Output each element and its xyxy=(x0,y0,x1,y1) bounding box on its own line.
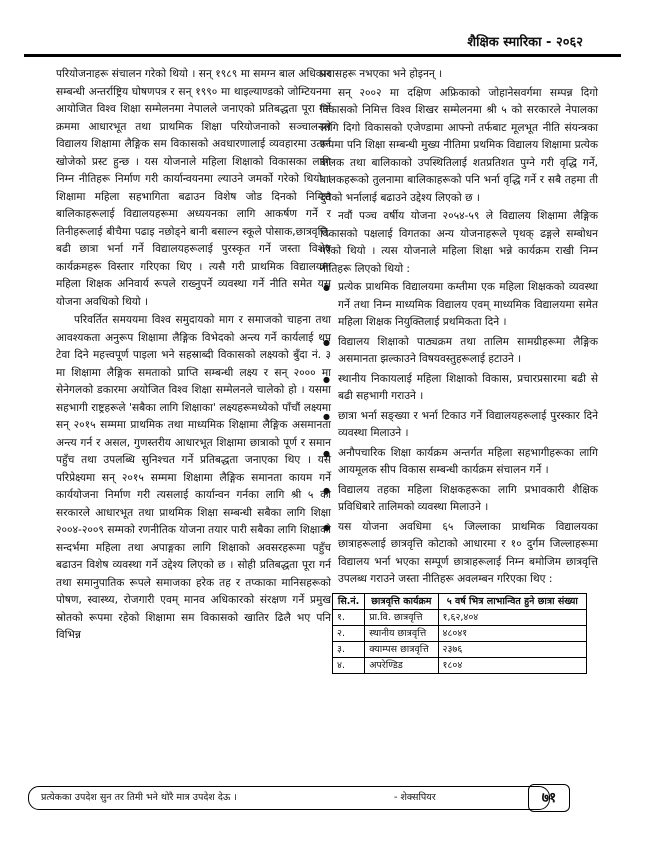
right-column xyxy=(320,66,598,674)
page-number: ७१ xyxy=(528,784,570,812)
footer-quote-box xyxy=(28,786,550,810)
left-paragraph-2: परिवर्तित समययमा विश्व समुदायको माग र समाजको चाहना तथा आवश्यकता अनुरूप शिक्षामा लैङ्गिक विभेदको अन्त्य गर्ने कार्यलाई थप टेवा दिने महत्त्वपूर्ण पाइला भने सहस्राब्दी विकासको लक्ष्यको बुँदा नं. ३ मा शिक्षामा लैङ्गिक समताको प्राप्ति सम्बन्धी लक्ष्य र सन् २००० मा सेनेगलको डकारमा अयोजित विश्व शिक्षा सम्मेलनले चालेको हो । यसमा सहभागी राष्ट्रहरूले 'सबैका लागि शिक्षाका' लक्ष्यहरूमध्येको पाँचौं लक्ष्यमा सन् २०१५ सम्ममा प्राथमिक तथा माध्यमिक शिक्षामा लैङ्गिक असमानता अन्त्य गर्न र असल, गुणस्तरीय आधारभूत शिक्षामा छात्राको पूर्ण र समान पहुँच तथा उपलब्धि सुनिश्चत गर्ने प्रतिबद्धता जनाएका थिए । यसै परिप्रेक्ष्यमा सन् २०१५ सम्ममा शिक्षामा लैङ्गिक समानता कायम गर्ने कार्ययोजना निर्माण गरी त्यसलाई कार्यान्वन गर्नका लागि श्री ५ को सरकारले आधारभूत तथा प्राथमिक शिक्षा सम्बन्धी सबैका लागि शिक्षा २००४-२००९ सम्मको रणनीतिक योजना तयार पारी सबैका लागि शिक्षाको सन्दर्भमा महिला तथा अपाङ्गका लागि शिक्षाको अवसरहरूमा पहुँच बढाउन विशेष व्यवस्था गर्ने उद्देश्य लिएको छ । सोही प्रतिबद्धता पूरा गर्न तथा समानुपातिक रूपले समाजका हरेक तह र तप्काका मानिसहरूको पोषण, स्वास्थ्य, रोजगारी एवम् मानव अधिकारको संरक्षण गर्ने प्रमुख स्रोतको रूपमा रहेको शिक्षामा सम विकासको खातिर ढिलै भए पनि विभिन्न xyxy=(56,314,331,641)
scholarship-table xyxy=(332,593,587,674)
cell-count: १,६२,४०४ xyxy=(438,609,586,625)
bullet-item: ● यस योजना अवधिमा ६५ जिल्लाका प्राथमिक विद्यालयका छात्राहरूलाई छात्रवृत्ति कोटाको आधारमा र १० दुर्गम जिल्लाहरूमा विद्यालय भर्ना भएका सम्पूर्ण छात्राहरूलाई निम्न बमोजिम छात्रवृत्ति उपलब्ध गराउने जस्ता नीतिहरू अवलम्बन गरिएका थिए : xyxy=(338,519,598,589)
table-row xyxy=(333,609,587,625)
cell-sn: ३. xyxy=(333,641,365,657)
table-row xyxy=(333,657,587,673)
cell-count: १८०४ xyxy=(438,657,586,673)
cell-program: स्थानीय छात्रवृत्ति xyxy=(365,625,438,641)
cell-sn: ४. xyxy=(333,657,365,673)
cell-sn: १. xyxy=(333,609,365,625)
policy-bullet-list xyxy=(320,279,598,589)
bullet-item: ● विद्यालय तहका महिला शिक्षकहरूका लागि प्रभावकारी शैक्षिक प्रविधिबारे तालिमको व्यवस्था मिलाउने । xyxy=(338,482,598,517)
col-header-sn: सि.नं. xyxy=(333,593,365,609)
cell-program: प्रा.वि. छात्रवृत्ति xyxy=(365,609,438,625)
col-header-count: ५ वर्ष भित्र लाभान्वित हुने छात्रा संख्या xyxy=(438,593,586,609)
bullet-item: ● स्थानीय निकायलाई महिला शिक्षाको विकास, प्रचारप्रसारमा बढी से बढी सहभागी गराउने । xyxy=(338,371,598,406)
cell-count: २३७६ xyxy=(438,641,586,657)
right-intro-line: प्रयासहरू नभएका भने होइनन् । xyxy=(320,68,443,80)
footer-quote-author: - शेक्सपियर xyxy=(394,792,436,803)
right-paragraph-1: सन् २००२ मा दक्षिण अफ्रिकाको जोहानेसवर्गमा सम्पन्न दिगो विकासको निमित्त विश्व शिखर सम्मेलनमा श्री ५ को सरकारले नेपालका लागि दिगो विकासको एजेण्डामा आफ्नो तर्फबाट मूलभूत नीति संयन्त्रका रूपमा पनि शिक्षा सम्बन्धी मुख्य नीतिमा प्रथमिक विद्यालय शिक्षामा प्रत्येक बालक तथा बालिकाको उपस्थितिलाई शतप्रतिशत पुग्ने गरी वृद्धि गर्ने, बालकहरूको तुलनामा बालिकाहरूको पनि भर्ना वृद्धि गर्ने र सबै तहमा ती दुवैको भर्नालाई बढाउने उद्देश्य लिएको छ । xyxy=(320,86,598,204)
page-header xyxy=(24,30,621,52)
cell-sn: २. xyxy=(333,625,365,641)
footer-quote: प्रत्येकका उपदेश सुन तर तिमी भने थोरै मात्र उपदेश देऊ । xyxy=(41,792,238,803)
bullet-item: ● विद्यालय शिक्षाको पाठ्यक्रम तथा तालिम सामग्रीहरूमा लैङ्गिक असमानता झल्काउने विषयवस्तुहरूलाई हटाउने । xyxy=(338,334,598,369)
cell-program: क्याम्पस छात्रवृत्ति xyxy=(365,641,438,657)
table-header-row xyxy=(333,593,587,609)
left-column xyxy=(56,66,331,646)
left-paragraph-1: परियोजनाहरू संचालन गरेको थियो । सन् १९८९ मा समग्न बाल अधिकार सम्बन्धी अन्तर्राष्ट्रिय घोषणपत्र र सन् १९९० मा थाइल्याण्डको जोम्टियनमा आयोजित विश्व शिक्षा सम्मेलनमा नेपालले जनाएको प्रतिबद्धता पूरा गर्ने क्रममा आधारभूत तथा प्राथमिक शिक्षा परियोजनाको सञ्चालनले विद्यालय शिक्षामा लैङ्गिक सम विकासको अवधारणालाई व्यवहारमा उतार्न खोजेको प्रस्ट हुन्छ । यस योजनाले महिला शिक्षाको विकासका लागि निम्न नीतिहरू निर्माण गरी कार्यान्वयनमा ल्याउने जमर्को गरेको थियो । शिक्षामा महिला सहभागिता बढाउन विशेष जोड दिनको निमित्त बालिकाहरूलाई विद्यालयहरूमा अध्ययनका लागि आकर्षण गर्ने र तिनीहरूलाई बीचैमा पढाइ नछोड्ने बानी बसाल्न स्कूले पोसाक,छात्रवृत्ति, बढी छात्रा भर्ना गर्ने विद्यालयहरूलाई पुरस्कृत गर्ने जस्ता विशेष कार्यक्रमहरू विस्तार गरिएका थिए । त्यसै गरी प्राथमिक विद्यालयमा महिला शिक्षक अनिवार्य रूपले राख्नुपर्ने व्यवस्था गर्ने नीति समेत यस योजना अवधिको थियो । xyxy=(56,68,331,308)
bullet-item: ● प्रत्येक प्राथमिक विद्यालयमा कम्तीमा एक महिला शिक्षकको व्यवस्था गर्ने तथा निम्न माध्यमिक विद्यालय एवम् माध्यमिक विद्यालयमा समेत महिला शिक्षक नियुक्तिलाई प्रथमिकता दिने । xyxy=(338,279,598,332)
table-row xyxy=(333,625,587,641)
cell-count: ४८०४१ xyxy=(438,625,586,641)
header-title: शैक्षिक स्मारिका - २०६२ xyxy=(467,35,583,50)
col-header-program: छात्रवृत्ति कार्यक्रम xyxy=(365,593,438,609)
header-rule xyxy=(24,54,621,57)
table-row xyxy=(333,641,587,657)
cell-program: अपरेण्डिड xyxy=(365,657,438,673)
bullet-item: ● छात्रा भर्ना सङ्ख्या र भर्ना टिकाउ गर्ने विद्यालयहरूलाई पुरस्कार दिने व्यवस्था मिलाउने । xyxy=(338,408,598,443)
bullet-item: ● अनौपचारिक शिक्षा कार्यक्रम अन्तर्गत महिला सहभागीहरूका लागि आयमूलक सीप विकास सम्बन्धी कार्यक्रम संचालन गर्ने । xyxy=(338,445,598,480)
right-paragraph-2: नवौं पञ्च वर्षीय योजना २०५४-५९ ले विद्यालय शिक्षामा लैङ्गिक विकासको पक्षलाई विगतका अन्य योजनाहरूले पृथक् ढङ्गले सम्बोधन गरेको थियो । त्यस योजनाले महिला शिक्षा भन्ने कार्यक्रम राखी निम्न नीतिहरू लिएको थियो : xyxy=(320,210,598,275)
